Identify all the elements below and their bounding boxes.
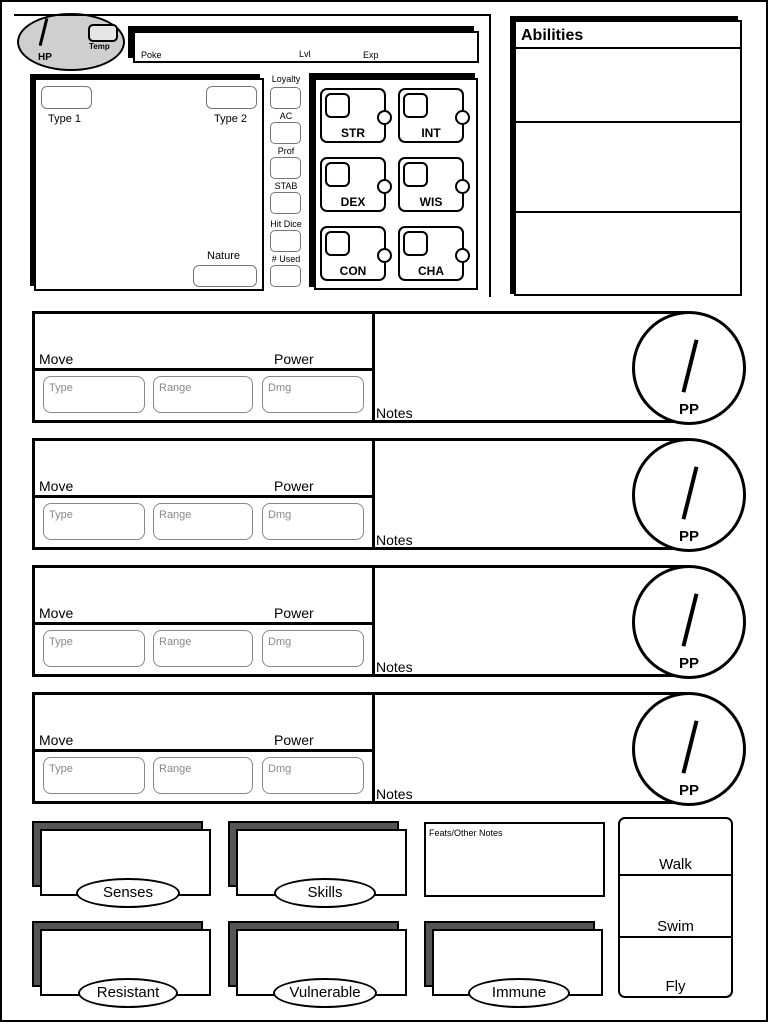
pp-circle[interactable]: [632, 438, 746, 552]
stab-label: STAB: [274, 181, 298, 191]
move-dmg-field[interactable]: [262, 503, 364, 540]
move-divider: [372, 311, 375, 423]
pp-slash: [682, 593, 699, 646]
abilities-title: Abilities: [521, 27, 584, 44]
hit-dice-label: Hit Dice: [270, 219, 302, 229]
move-slot-2: [32, 438, 700, 552]
move-range-field[interactable]: [153, 630, 253, 667]
nature-label: Nature: [207, 250, 241, 262]
dmg-placeholder: Dmg: [268, 509, 292, 521]
con-score-field[interactable]: [325, 231, 350, 256]
stab-field[interactable]: [270, 192, 301, 214]
str-label: STR: [341, 126, 365, 140]
senses-label: Senses: [76, 878, 180, 908]
swim-label: Swim: [657, 918, 694, 935]
dmg-placeholder: Dmg: [268, 763, 292, 775]
pp-circle[interactable]: [632, 692, 746, 806]
speed-panel: [618, 817, 733, 998]
poke-label: Poke: [141, 50, 162, 60]
int-save-toggle[interactable]: [455, 110, 470, 125]
move-slot-1: [32, 311, 700, 425]
type1-field[interactable]: [41, 86, 92, 109]
cha-label: CHA: [418, 264, 444, 278]
prof-field[interactable]: [270, 157, 301, 179]
move-type-field[interactable]: [43, 630, 145, 667]
move-divider: [372, 565, 375, 677]
ac-field[interactable]: [270, 122, 301, 144]
dice-used-label: # Used: [271, 254, 301, 264]
type-placeholder: Type: [49, 636, 73, 648]
cha-score-field[interactable]: [403, 231, 428, 256]
move-dmg-field[interactable]: [262, 376, 364, 413]
pp-label: PP: [679, 528, 700, 545]
power-label: Power: [274, 605, 314, 621]
fly-label: Fly: [665, 978, 686, 995]
ac-label: AC: [279, 111, 293, 121]
score-cell-str[interactable]: [320, 88, 386, 143]
abilities-divider: [516, 211, 740, 213]
pp-circle[interactable]: [632, 311, 746, 425]
power-label: Power: [274, 478, 314, 494]
type-placeholder: Type: [49, 509, 73, 521]
notes-label: Notes: [376, 532, 413, 548]
range-placeholder: Range: [159, 509, 192, 521]
type1-label: Type 1: [48, 113, 82, 125]
feats-field[interactable]: [424, 822, 605, 897]
move-range-field[interactable]: [153, 757, 253, 794]
power-label: Power: [274, 732, 314, 748]
lvl-label: Lvl: [299, 49, 311, 59]
type-placeholder: Type: [49, 382, 73, 394]
loyalty-field[interactable]: [270, 87, 301, 109]
pp-label: PP: [679, 401, 700, 418]
notes-label: Notes: [376, 659, 413, 675]
wis-save-toggle[interactable]: [455, 179, 470, 194]
pp-label: PP: [679, 782, 700, 799]
move-label: Move: [39, 478, 74, 494]
dmg-placeholder: Dmg: [268, 636, 292, 648]
score-cell-cha[interactable]: [398, 226, 464, 281]
abilities-divider: [516, 121, 740, 123]
dmg-placeholder: Dmg: [268, 382, 292, 394]
move-type-field[interactable]: [43, 376, 145, 413]
move-slot-4: [32, 692, 700, 806]
vulnerable-label: Vulnerable: [273, 978, 377, 1008]
pp-slash: [682, 466, 699, 519]
cha-save-toggle[interactable]: [455, 248, 470, 263]
con-save-toggle[interactable]: [377, 248, 392, 263]
prof-label: Prof: [277, 146, 295, 156]
skills-label: Skills: [274, 878, 376, 908]
notes-label: Notes: [376, 405, 413, 421]
move-dmg-field[interactable]: [262, 630, 364, 667]
loyalty-label: Loyalty: [271, 74, 301, 84]
dex-score-field[interactable]: [325, 162, 350, 187]
walk-label: Walk: [659, 856, 692, 873]
str-save-toggle[interactable]: [377, 110, 392, 125]
dex-save-toggle[interactable]: [377, 179, 392, 194]
move-type-field[interactable]: [43, 757, 145, 794]
move-divider: [32, 622, 372, 625]
move-range-field[interactable]: [153, 503, 253, 540]
type2-label: Type 2: [214, 113, 248, 125]
scores-panel: [314, 78, 478, 290]
pp-label: PP: [679, 655, 700, 672]
dex-label: DEX: [340, 195, 366, 209]
wis-label: WIS: [419, 195, 443, 209]
nature-field[interactable]: [193, 265, 257, 287]
move-divider: [372, 438, 375, 550]
move-divider: [32, 368, 372, 371]
type-placeholder: Type: [49, 763, 73, 775]
dice-used-field[interactable]: [270, 265, 301, 287]
move-divider: [32, 495, 372, 498]
move-label: Move: [39, 605, 74, 621]
pp-slash: [682, 720, 699, 773]
temp-label: Temp: [89, 42, 110, 51]
feats-label: Feats/Other Notes: [429, 828, 503, 838]
exp-label: Exp: [363, 50, 379, 60]
move-divider: [32, 749, 372, 752]
score-cell-dex[interactable]: [320, 157, 386, 212]
speed-divider: [620, 874, 731, 876]
move-type-field[interactable]: [43, 503, 145, 540]
score-cell-wis[interactable]: [398, 157, 464, 212]
range-placeholder: Range: [159, 763, 192, 775]
range-placeholder: Range: [159, 382, 192, 394]
score-cell-con[interactable]: [320, 226, 386, 281]
pp-slash: [682, 339, 699, 392]
move-label: Move: [39, 732, 74, 748]
move-range-field[interactable]: [153, 376, 253, 413]
abilities-divider: [516, 47, 740, 49]
con-label: CON: [339, 264, 367, 278]
immune-label: Immune: [468, 978, 570, 1008]
range-placeholder: Range: [159, 636, 192, 648]
score-cell-int[interactable]: [398, 88, 464, 143]
abilities-panel: [514, 20, 742, 296]
notes-label: Notes: [376, 786, 413, 802]
str-score-field[interactable]: [325, 93, 350, 118]
type2-field[interactable]: [206, 86, 257, 109]
move-label: Move: [39, 351, 74, 367]
resistant-label: Resistant: [78, 978, 178, 1008]
type-panel: [34, 78, 264, 291]
move-slot-3: [32, 565, 700, 679]
move-dmg-field[interactable]: [262, 757, 364, 794]
wis-score-field[interactable]: [403, 162, 428, 187]
hp-label: HP: [38, 52, 52, 63]
int-score-field[interactable]: [403, 93, 428, 118]
move-divider: [372, 692, 375, 804]
power-label: Power: [274, 351, 314, 367]
pp-circle[interactable]: [632, 565, 746, 679]
hit-dice-field[interactable]: [270, 230, 301, 252]
speed-divider: [620, 936, 731, 938]
int-label: INT: [421, 126, 441, 140]
